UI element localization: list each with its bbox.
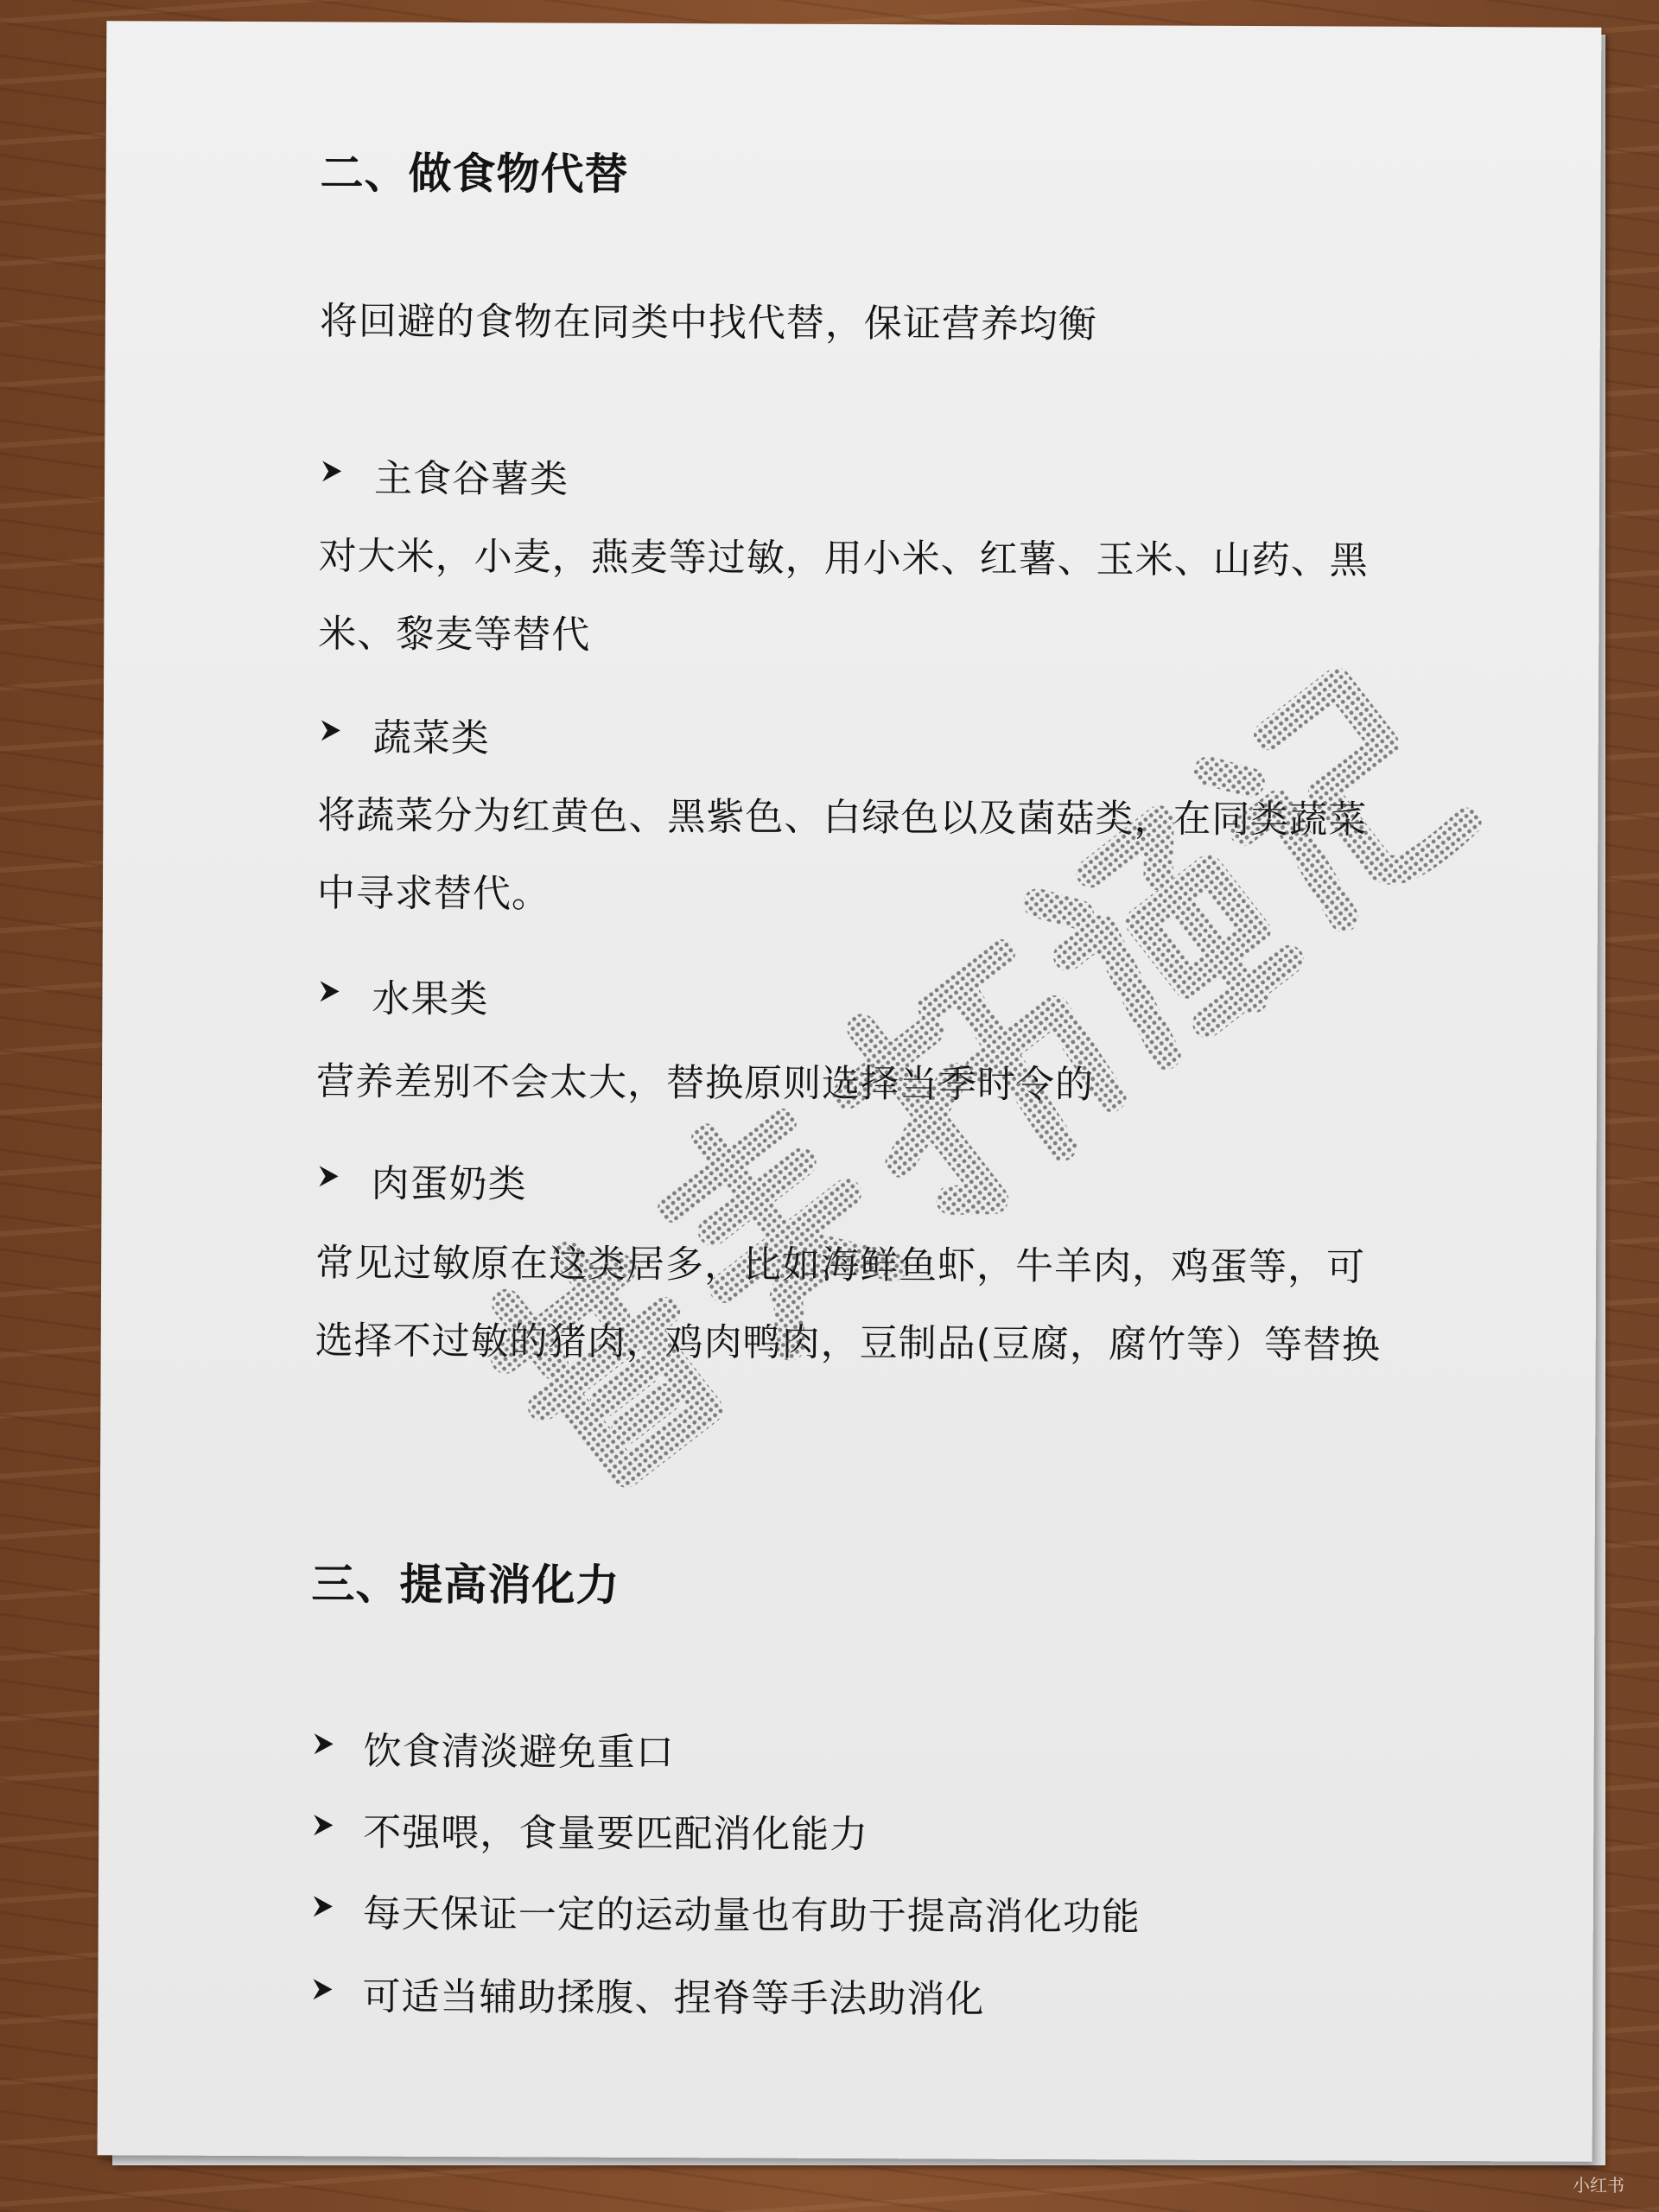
arrow-bullet-icon	[316, 978, 342, 1004]
section3-bullet: 每天保证一定的运动量也有助于提高消化功能	[362, 1891, 1141, 1940]
group-title-staples: 主食谷薯类	[373, 456, 569, 502]
section3-bullet: 可适当辅助揉腹、捏脊等手法助消化	[362, 1974, 985, 2022]
group-line: 营养差别不会太大，替换原则选择当季时令的	[315, 1059, 1095, 1108]
section3-bullet: 饮食清淡避免重口	[363, 1729, 675, 1776]
section3-bullet: 不强喂，食量要匹配消化能力	[363, 1810, 869, 1858]
arrow-bullet-icon	[309, 1976, 335, 2002]
paper-sheet	[98, 21, 1602, 2162]
group-line: 米、黎麦等替代	[318, 612, 591, 658]
group-line: 中寻求替代。	[316, 871, 551, 917]
arrow-bullet-icon	[319, 458, 345, 484]
group-title-meat-egg-dairy: 肉蛋奶类	[371, 1161, 527, 1207]
group-line: 选择不过敏的猪肉，鸡肉鸭肉，豆制品(豆腐，腐竹等）等替换	[315, 1319, 1382, 1368]
section3-title: 三、提高消化力	[311, 1559, 620, 1611]
arrow-bullet-icon	[315, 1163, 341, 1189]
section2-title: 二、做食物代替	[320, 148, 629, 200]
corner-logo: 小红书	[1573, 2175, 1624, 2196]
group-title-fruits: 水果类	[372, 976, 489, 1022]
group-line: 将蔬菜分为红黄色、黑紫色、白绿色以及菌菇类，在同类蔬菜	[317, 793, 1368, 842]
group-title-vegetables: 蔬菜类	[372, 715, 490, 761]
section2-intro: 将回避的食物在同类中找代替，保证营养均衡	[319, 299, 1097, 347]
group-line: 常见过敏原在这类居多，比如海鲜鱼虾，牛羊肉，鸡蛋等，可	[315, 1241, 1366, 1290]
arrow-bullet-icon	[318, 717, 344, 743]
group-line: 对大米，小麦，燕麦等过敏，用小米、红薯、玉米、山药、黑	[318, 534, 1369, 583]
arrow-bullet-icon	[311, 1731, 337, 1757]
arrow-bullet-icon	[310, 1893, 336, 1919]
arrow-bullet-icon	[310, 1812, 336, 1838]
